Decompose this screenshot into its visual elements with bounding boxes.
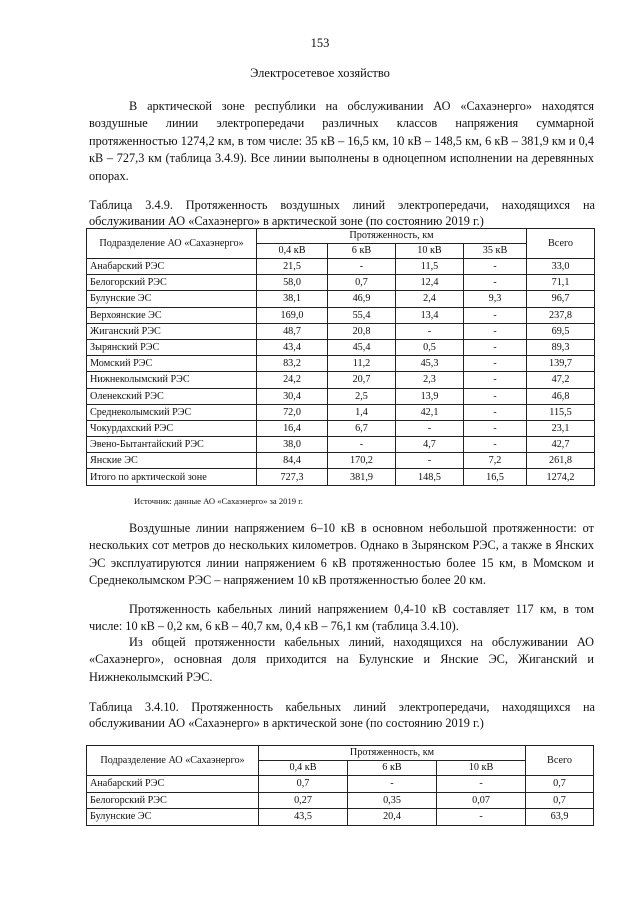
header-unit: Подразделение АО «Сахаэнерго»	[87, 229, 257, 259]
table-row	[87, 420, 595, 436]
header-col-0-4kv: 0,4 кВ	[257, 244, 328, 259]
value-cell: 38,1	[257, 291, 328, 307]
header-length: Протяженность, км	[257, 229, 527, 244]
table-3-4-10	[86, 745, 594, 826]
value-cell: 48,7	[257, 323, 328, 339]
value-cell: -	[437, 776, 526, 793]
value-cell: -	[464, 275, 527, 291]
row-label-cell: Анабарский РЭС	[87, 259, 257, 275]
row-label-cell: Эвено-Бытантайский РЭС	[87, 437, 257, 453]
value-cell: -	[348, 776, 437, 793]
value-cell: 45,3	[396, 356, 464, 372]
value-cell: 4,7	[396, 437, 464, 453]
value-cell: 12,4	[396, 275, 464, 291]
value-cell: 58,0	[257, 275, 328, 291]
header-total: Всего	[526, 746, 594, 776]
value-cell: 727,3	[257, 469, 328, 485]
value-cell: 96,7	[527, 291, 595, 307]
value-cell: 30,4	[257, 388, 328, 404]
table-3-4-10-body	[87, 776, 594, 826]
row-label-cell: Анабарский РЭС	[87, 776, 259, 793]
value-cell: -	[464, 372, 527, 388]
table-row	[87, 453, 595, 469]
row-label-cell: Нижнеколымский РЭС	[87, 372, 257, 388]
row-label-cell: Янские ЭС	[87, 453, 257, 469]
value-cell: 0,07	[437, 792, 526, 809]
value-cell: 0,27	[259, 792, 348, 809]
row-label-cell: Жиганский РЭС	[87, 323, 257, 339]
table-row	[87, 372, 595, 388]
value-cell: 69,5	[527, 323, 595, 339]
value-cell: 170,2	[328, 453, 396, 469]
table-row	[87, 356, 595, 372]
value-cell: 84,4	[257, 453, 328, 469]
value-cell: -	[396, 323, 464, 339]
value-cell: 139,7	[527, 356, 595, 372]
page-number: 153	[310, 36, 330, 50]
value-cell: 20,4	[348, 809, 437, 826]
value-cell: 20,7	[328, 372, 396, 388]
value-cell: 115,5	[527, 404, 595, 420]
header-length: Протяженность, км	[259, 746, 526, 761]
value-cell: 0,7	[526, 792, 594, 809]
value-cell: -	[464, 339, 527, 355]
value-cell: -	[464, 307, 527, 323]
row-label-cell: Булунские ЭС	[87, 809, 259, 826]
value-cell: -	[464, 356, 527, 372]
value-cell: -	[328, 259, 396, 275]
table-3-4-9-source: Источник: данные АО «Сахаэнерго» за 2019 г.	[134, 496, 303, 506]
table-row	[87, 469, 595, 485]
value-cell: 0,7	[526, 776, 594, 793]
value-cell: 11,2	[328, 356, 396, 372]
value-cell: -	[328, 437, 396, 453]
value-cell: 83,2	[257, 356, 328, 372]
row-label-cell: Чокурдахский РЭС	[87, 420, 257, 436]
value-cell: 1274,2	[527, 469, 595, 485]
header-col-0-4kv: 0,4 кВ	[259, 761, 348, 776]
header-col-35kv: 35 кВ	[464, 244, 527, 259]
value-cell: 237,8	[527, 307, 595, 323]
table-3-4-9-caption: Таблица 3.4.9. Протяженность воздушных линий электропередачи, находящихся на обслуживании АО «Сахаэнерго» в арктической зоне (по состоянию 2019 г.)	[89, 198, 595, 228]
value-cell: -	[437, 809, 526, 826]
table-row	[87, 307, 595, 323]
value-cell: 13,4	[396, 307, 464, 323]
table-3-4-9	[86, 228, 595, 486]
value-cell: 42,1	[396, 404, 464, 420]
value-cell: 13,9	[396, 388, 464, 404]
value-cell: 33,0	[527, 259, 595, 275]
header-col-10kv: 10 кВ	[437, 761, 526, 776]
value-cell: 6,7	[328, 420, 396, 436]
value-cell: 47,2	[527, 372, 595, 388]
paragraph-cable-share: Из общей протяженности кабельных линий, находящихся на обслуживании АО «Сахаэнерго», основная доля приходится на Булунские и Янские ЭС, Жиганский и Нижнеколымский РЭС.	[89, 635, 594, 684]
value-cell: 55,4	[328, 307, 396, 323]
value-cell: 42,7	[527, 437, 595, 453]
row-label-cell: Среднеколымский РЭС	[87, 404, 257, 420]
value-cell: -	[464, 323, 527, 339]
value-cell: -	[396, 420, 464, 436]
value-cell: 11,5	[396, 259, 464, 275]
value-cell: 261,8	[527, 453, 595, 469]
value-cell: 23,1	[527, 420, 595, 436]
value-cell: 0,7	[328, 275, 396, 291]
value-cell: 72,0	[257, 404, 328, 420]
value-cell: 148,5	[396, 469, 464, 485]
table-row	[87, 388, 595, 404]
value-cell: -	[464, 420, 527, 436]
paragraph-6-10kv-lines: Воздушные линии напряжением 6–10 кВ в основном небольшой протяженности: от нескольких сот метров до нескольких километров. Однако в Зырянском РЭС, а также в Янских ЭС эксплуатируются линии напряжением 6 кВ протяженностью более 15 км, в Момском и Среднеколымском РЭС – напряжением 10 кВ протяженностью более 20 км.	[89, 521, 594, 588]
table-row	[87, 291, 595, 307]
value-cell: 24,2	[257, 372, 328, 388]
value-cell: -	[464, 259, 527, 275]
value-cell: 0,35	[348, 792, 437, 809]
value-cell: 21,5	[257, 259, 328, 275]
value-cell: 38,0	[257, 437, 328, 453]
header-total: Всего	[527, 229, 595, 259]
header-col-6kv: 6 кВ	[328, 244, 396, 259]
value-cell: 89,3	[527, 339, 595, 355]
header-unit: Подразделение АО «Сахаэнерго»	[87, 746, 259, 776]
row-label-cell: Момский РЭС	[87, 356, 257, 372]
table-3-4-10-caption: Таблица 3.4.10. Протяженность кабельных линий электропередачи, находящихся на обслуживании АО «Сахаэнерго» в арктической зоне (по состоянию 2019 г.)	[89, 700, 595, 730]
value-cell: 9,3	[464, 291, 527, 307]
table-row	[87, 437, 595, 453]
value-cell: 63,9	[526, 809, 594, 826]
table-row	[87, 339, 595, 355]
paragraph-overhead-lines-intro: В арктической зоне республики на обслуживании АО «Сахаэнерго» находятся воздушные линии электропередачи различных классов напряжения суммарной протяженностью 1274,2 км, в том числе: 35 кВ – 16,5 км, 10 кВ – 148,5 км, 6 кВ – 381,9 км и 0,4 кВ – 727,3 км (таблица 3.4.9). Все линии выполнены в одноцепном исполнении на деревянных опорах.	[89, 99, 594, 183]
value-cell: 43,4	[257, 339, 328, 355]
table-3-4-9-body	[87, 259, 595, 486]
table-row	[87, 323, 595, 339]
row-label-cell: Оленекский РЭС	[87, 388, 257, 404]
value-cell: 20,8	[328, 323, 396, 339]
value-cell: 16,5	[464, 469, 527, 485]
row-label-cell: Белогорский РЭС	[87, 792, 259, 809]
value-cell: 0,5	[396, 339, 464, 355]
value-cell: 43,5	[259, 809, 348, 826]
value-cell: 2,5	[328, 388, 396, 404]
table-row	[87, 404, 595, 420]
value-cell: -	[464, 404, 527, 420]
value-cell: -	[396, 453, 464, 469]
value-cell: 46,9	[328, 291, 396, 307]
value-cell: 71,1	[527, 275, 595, 291]
row-label-cell: Белогорский РЭС	[87, 275, 257, 291]
header-col-10kv: 10 кВ	[396, 244, 464, 259]
row-label-cell: Верхоянские ЭС	[87, 307, 257, 323]
row-label-cell: Булунские ЭС	[87, 291, 257, 307]
row-label-cell: Итого по арктической зоне	[87, 469, 257, 485]
value-cell: 0,7	[259, 776, 348, 793]
section-title: Электросетевое хозяйство	[250, 66, 390, 80]
paragraph-cable-lengths: Протяженность кабельных линий напряжением 0,4-10 кВ составляет 117 км, в том числе: 10 кВ – 0,2 км, 6 кВ – 40,7 км, 0,4 кВ – 76,1 км (таблица 3.4.10).	[89, 602, 594, 634]
value-cell: -	[464, 388, 527, 404]
value-cell: 45,4	[328, 339, 396, 355]
value-cell: 169,0	[257, 307, 328, 323]
header-col-6kv: 6 кВ	[348, 761, 437, 776]
value-cell: 381,9	[328, 469, 396, 485]
value-cell: 2,3	[396, 372, 464, 388]
table-row	[87, 275, 595, 291]
value-cell: 1,4	[328, 404, 396, 420]
table-row	[87, 792, 594, 809]
value-cell: 16,4	[257, 420, 328, 436]
value-cell: 2,4	[396, 291, 464, 307]
table-row	[87, 776, 594, 793]
table-row	[87, 259, 595, 275]
value-cell: 7,2	[464, 453, 527, 469]
table-row	[87, 809, 594, 826]
row-label-cell: Зырянский РЭС	[87, 339, 257, 355]
value-cell: 46,8	[527, 388, 595, 404]
value-cell: -	[464, 437, 527, 453]
